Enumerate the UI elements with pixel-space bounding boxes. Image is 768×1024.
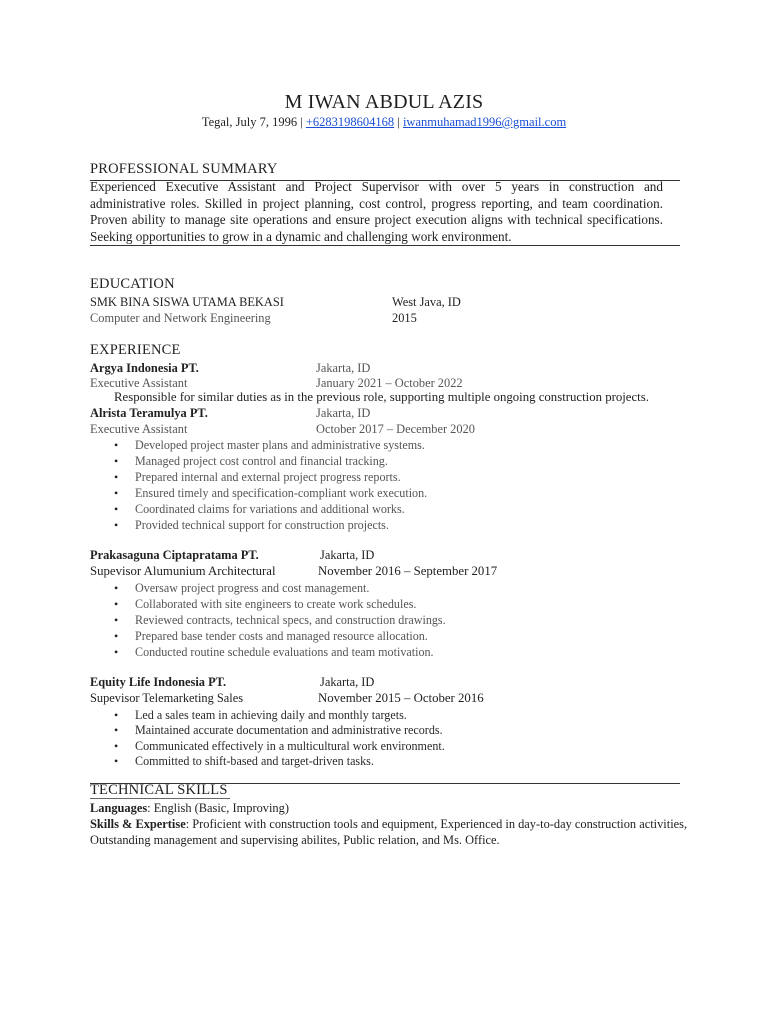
contact-line — [0, 115, 768, 130]
job-bullet-list — [114, 438, 427, 533]
job-note: Responsible for similar duties as in the previous role, supporting multiple ongoing construction projects. — [114, 390, 649, 404]
job-location: Jakarta, ID — [320, 548, 375, 562]
languages-line — [90, 801, 690, 817]
summary-text: Experienced Executive Assistant and Project Supervisor with over 5 years in construction and administrative roles. Skilled in project planning, cost control, progress reporting, and team coordination. Proven ability to manage site operations and ensure project execution aligns with technical specifications. Seeking opportunities to grow in a dynamic and challenging work environment. — [90, 179, 663, 244]
job-company: Argya Indonesia PT. — [90, 361, 199, 375]
skills-heading: TECHNICAL SKILLS — [90, 782, 228, 798]
job-company: Prakasaguna Ciptapratama PT. — [90, 548, 259, 562]
languages-value: : English (Basic, Improving) — [147, 801, 289, 815]
list-item: • Ensured timely and specification-compliant work execution. — [114, 486, 427, 502]
list-item: • Maintained accurate documentation and administrative records. — [114, 723, 445, 738]
list-item: • Provided technical support for construction projects. — [114, 518, 427, 534]
separator: | — [297, 115, 306, 129]
languages-label: Languages — [90, 801, 148, 815]
job-dates: January 2021 – October 2022 — [316, 376, 463, 390]
job-location: Jakarta, ID — [316, 361, 371, 375]
list-item: • Communicated effectively in a multicultural work environment. — [114, 739, 445, 754]
candidate-name: M IWAN ABDUL AZIS — [284, 91, 484, 113]
expertise-value: : Proficient with construction tools and equipment, Experienced in day-to-day construction activities, Outstanding management and supervising abilites, Public relation, and Ms. Office. — [90, 816, 688, 847]
job-location: Jakarta, ID — [320, 675, 375, 689]
job-company: Alrista Teramulya PT. — [90, 406, 208, 420]
phone-link[interactable]: +6283198604168 — [305, 115, 395, 129]
list-item: • Prepared internal and external project progress reports. — [114, 470, 427, 486]
skills-heading-underline — [90, 798, 230, 799]
list-item: • Coordinated claims for variations and additional works. — [114, 502, 427, 518]
list-item: • Conducted routine schedule evaluations and team motivation. — [114, 645, 446, 661]
job-dates: October 2017 – December 2020 — [316, 422, 475, 436]
birth-info: Tegal, July 7, 1996 — [201, 115, 298, 129]
list-item: • Reviewed contracts, technical specs, and construction drawings. — [114, 613, 446, 629]
list-item: • Developed project master plans and administrative systems. — [114, 438, 427, 454]
school-name: SMK BINA SISWA UTAMA BEKASI — [90, 295, 284, 309]
summary-bottom-rule — [90, 245, 680, 246]
list-item: • Managed project cost control and financial tracking. — [114, 454, 427, 470]
list-item: • Led a sales team in achieving daily and monthly targets. — [114, 708, 445, 723]
job-location: Jakarta, ID — [316, 406, 371, 420]
experience-heading: EXPERIENCE — [90, 342, 181, 358]
separator: | — [394, 115, 403, 129]
list-item: • Collaborated with site engineers to create work schedules. — [114, 597, 446, 613]
list-item: • Committed to shift-based and target-driven tasks. — [114, 754, 445, 769]
job-title: Supevisor Alumunium Architectural — [90, 564, 276, 578]
job-bullet-list — [114, 581, 446, 661]
expertise-line — [90, 817, 690, 849]
job-title: Supevisor Telemarketing Sales — [90, 691, 244, 705]
list-item: • Prepared base tender costs and managed resource allocation. — [114, 629, 446, 645]
job-dates: November 2016 – September 2017 — [318, 564, 498, 578]
expertise-label: Skills & Expertise — [90, 816, 186, 831]
school-program: Computer and Network Engineering — [90, 311, 271, 325]
job-bullet-list — [114, 708, 445, 770]
job-dates: November 2015 – October 2016 — [318, 691, 484, 705]
education-heading: EDUCATION — [90, 276, 175, 292]
email-link[interactable]: iwanmuhamad1996@gmail.com — [402, 115, 567, 129]
skills-block — [90, 801, 690, 848]
school-location: West Java, ID — [392, 295, 461, 309]
job-title: Executive Assistant — [90, 376, 188, 390]
school-year: 2015 — [392, 311, 417, 325]
job-title: Executive Assistant — [90, 422, 188, 436]
summary-heading: PROFESSIONAL SUMMARY — [90, 161, 278, 177]
job-company: Equity Life Indonesia PT. — [90, 675, 227, 689]
list-item: • Oversaw project progress and cost management. — [114, 581, 446, 597]
